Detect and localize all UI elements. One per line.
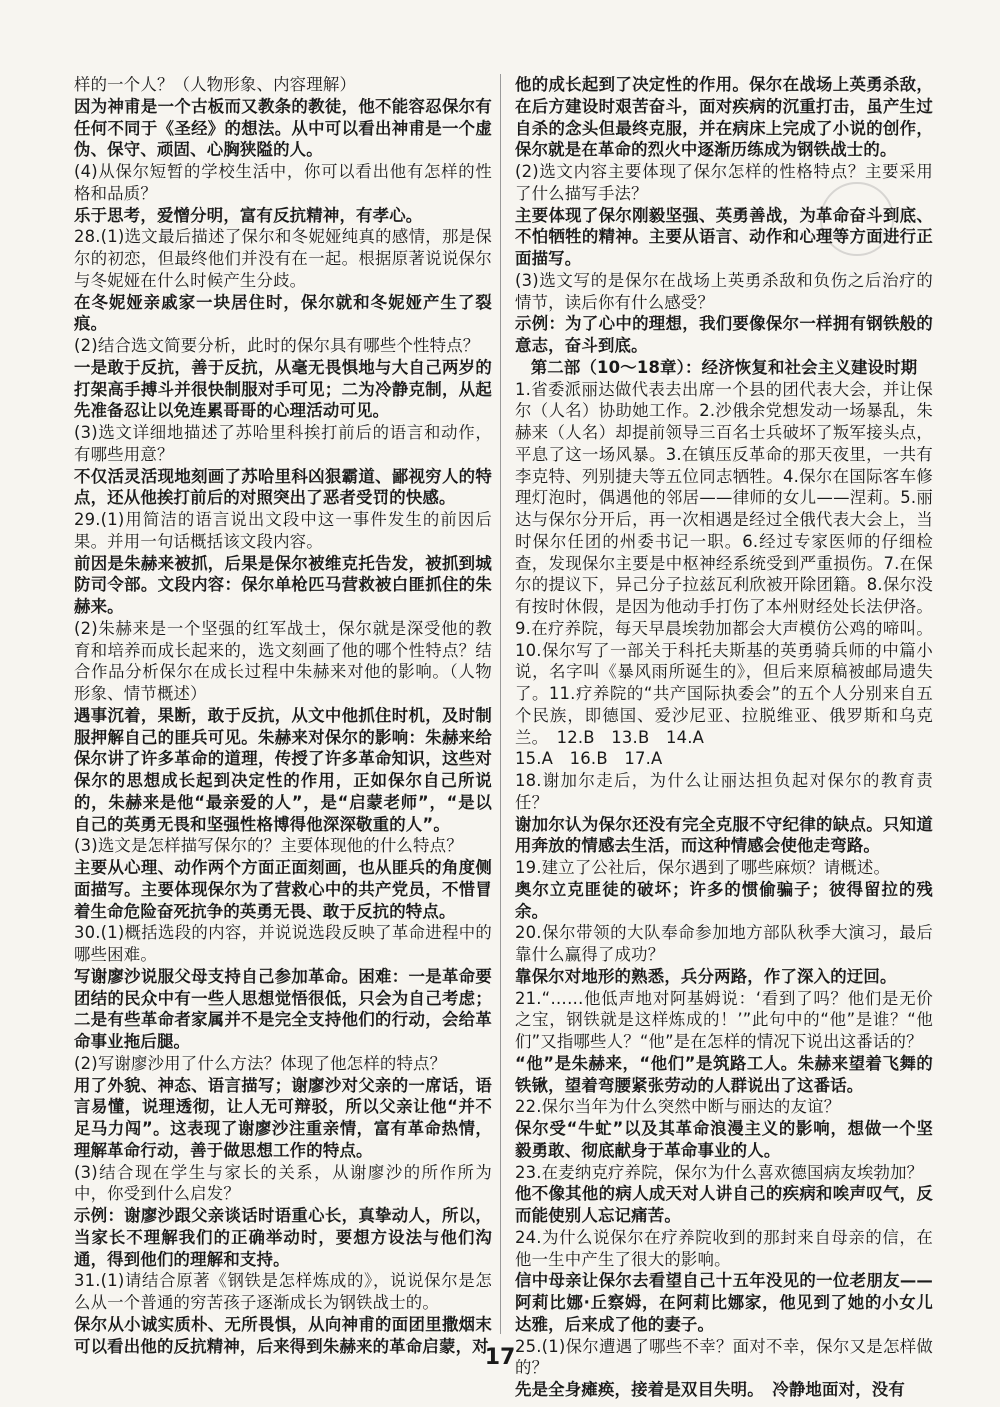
answer-text: 保尔从小诚实质朴、无所畏惧，从向神甫的面团里撒烟末可以看出他的反抗精神，后来得到朱赫来的革命启蒙，对 bbox=[74, 1314, 492, 1356]
question-text: 22.保尔当年为什么突然中断与丽达的友谊？ bbox=[515, 1097, 841, 1117]
answer-text: 保尔受“牛虻”以及其革命浪漫主义的影响，想做一个坚毅勇敢、彻底献身于革命事业的人。 bbox=[515, 1119, 933, 1160]
question-text: (3)选文详细地描述了苏哈里科挨打前后的语言和动作，有哪些用意？ bbox=[74, 423, 492, 464]
question-text: 19.建立了公社后，保尔遇到了哪些麻烦？请概述。 bbox=[515, 858, 891, 877]
question-text: (2)写谢廖沙用了什么方法？体现了他怎样的特点？ bbox=[74, 1053, 447, 1073]
answer-text: 靠保尔对地形的熟悉，兵分两路，作了深入的迂回。 bbox=[515, 966, 897, 986]
answer-text: 奥尔立克匪徒的破坏；许多的惯偷骗子；彼得留拉的残余。 bbox=[515, 879, 933, 921]
question-text: 15.A 16.B 17.A bbox=[515, 749, 663, 769]
question-text: 1.省委派丽达做代表去出席一个县的团代表大会，并让保尔（人名）协助她工作。2.沙俄余党想发动一场暴乱，朱赫来（人名）却提前领导三百名士兵破坏了叛军接头点，平息了这一场风暴。3.在镇压反革命的那天夜里，一共有李克特、列别捷夫等五位同志牺牲。4.保尔在国际客车修理灯泡时，偶遇他的邻居——律师的女儿——涅莉。5.丽达与保尔分开后，再一次相遇是经过全俄代表大会上，当时保尔任团的州委书记一职。6.经过专家医师的仔细检查，发现保尔主要是中枢神经系统受到严重损伤。7.在保尔的提议下，异己分子拉兹瓦利欣被开除团籍。8.保尔没有按时休假，是因为他动手打伤了本州财经处长法伊洛。9.在疗养院，每天早晨埃勃加都会大声模仿公鸡的啼叫。10.保尔写了一部关于科托夫斯基的英勇骑兵师的中篇小说，名字叫《暴风雨所诞生的》，但后来原稿被邮局遗失了。11.疗养院的“共产国际执委会”的五个人分别来自五个民族，即德国、爱沙尼亚、拉脱维亚、俄罗斯和乌克兰。 12.B 13.B 14.A bbox=[515, 379, 933, 747]
answer-text: 先是全身瘫痪，接着是双目失明。 冷静地面对，没有 bbox=[515, 1380, 905, 1399]
question-text: 25.(1)保尔遭遇了哪些不幸？面对不幸，保尔又是怎样做的？ bbox=[515, 1336, 933, 1378]
section-heading: 第二部（10～18章）：经济恢复和社会主义建设时期 bbox=[530, 357, 918, 377]
answer-text: 不仅活灵活现地刻画了苏哈里科凶狠霸道、鄙视穷人的特点，还从他挨打前后的对照突出了恶者受罚的快感。 bbox=[74, 466, 492, 508]
answer-text: 用了外貌、神态、语言描写；谢廖沙对父亲的一席话，语言易懂，说理透彻，让人无可辩驳，所以父亲让他“并不足马力闯”。这表现了谢廖沙注重亲情，富有革命热情，理解革命行动，善于做思想工作的特点。 bbox=[74, 1075, 492, 1160]
answer-text: “他”是朱赫来，“他们”是筑路工人。朱赫来望着飞舞的铁锹，望着弯腰紧张劳动的人群说出了这番话。 bbox=[515, 1053, 933, 1095]
question-text: 23.在麦纳克疗养院，保尔为什么喜欢德国病友埃勃加？ bbox=[515, 1162, 924, 1182]
right-column bbox=[515, 74, 933, 1401]
question-text: (3)结合现在学生与家长的关系，从谢廖沙的所作所为中，你受到什么启发？ bbox=[74, 1162, 492, 1204]
question-text: (2)结合选文简要分析，此时的保尔具有哪些个性特点？ bbox=[74, 336, 480, 355]
answer-text: 前因是朱赫来被抓，后果是保尔被维克托告发，被抓到城防司令部。文段内容：保尔单枪匹马营救被白匪抓住的朱赫来。 bbox=[74, 553, 492, 616]
answer-text: 信中母亲让保尔去看望自己十五年没见的一位老朋友——阿莉比娜·丘察姆，在阿莉比娜家，他见到了她的小女儿达雅，后来成了他的妻子。 bbox=[515, 1271, 933, 1334]
question-text: (2)选文内容主要体现了保尔怎样的性格特点？主要采用了什么描写手法？ bbox=[515, 162, 933, 203]
answer-text: 写谢廖沙说服父母支持自己参加革命。困难：一是革命要团结的民众中有一些人思想觉悟很低，只会为自己考虑；二是有些革命者家属并不是完全支持他们的行动，会给革命事业拖后腿。 bbox=[74, 966, 492, 1051]
question-text: 31.(1)请结合原著《钢铁是怎样炼成的》，说说保尔是怎么从一个普通的穷苦孩子逐渐成长为钢铁战士的。 bbox=[74, 1271, 492, 1312]
column-divider bbox=[500, 74, 501, 1334]
answer-text: 乐于思考，爱憎分明，富有反抗精神，有孝心。 bbox=[74, 205, 423, 225]
answer-text: 谢加尔认为保尔还没有完全克服不守纪律的缺点。只知道用奔放的情感去生活，而这种情感会使他走弯路。 bbox=[515, 814, 933, 856]
question-text: 样的一个人？（人物形象、内容理解） bbox=[74, 75, 357, 94]
answer-text: 因为神甫是一个古板而又教条的教徒，他不能容忍保尔有任何不同于《圣经》的想法。从中可以看出神甫是一个虚伪、保守、顽固、心胸狭隘的人。 bbox=[74, 96, 492, 160]
answer-text: 一是敢于反抗，善于反抗，从毫无畏惧地与大自己两岁的打架高手搏斗并很快制服对手可见；二为冷静克制，从起先准备忍让以免连累哥哥的心理活动可见。 bbox=[74, 357, 492, 421]
left-column bbox=[74, 74, 492, 1357]
question-text: 28.(1)选文最后描述了保尔和冬妮娅纯真的感情，那是保尔的初恋，但最终他们并没有在一起。根据原著说说保尔与冬妮娅在什么时候产生分歧。 bbox=[74, 227, 492, 290]
answer-text: 他的成长起到了决定性的作用。保尔在战场上英勇杀敌，在后方建设时艰苦奋斗，面对疾病的沉重打击，虽产生过自杀的念头但最终克服，并在病床上完成了小说的创作，保尔就是在革命的烈火中逐渐历练成为钢铁战士的。 bbox=[515, 75, 933, 160]
question-text: 18.谢加尔走后，为什么让丽达担负起对保尔的教育责任？ bbox=[515, 771, 933, 812]
answer-text: 他不像其他的病人成天对人讲自己的疾病和唉声叹气，反而能使别人忘记痛苦。 bbox=[515, 1184, 933, 1225]
question-text: 21.“……他低声地对阿基姆说：‘看到了吗？他们是无价之宝，钢铁就是这样炼成的！’”此句中的“他”是谁？“他们”又指哪些人？“他”是在怎样的情况下说出这番话的？ bbox=[515, 988, 933, 1051]
question-text: (2)朱赫来是一个坚强的红军战士，保尔就是深受他的教育和培养而成长起来的，选文刻画了他的哪个性特点？结合作品分析保尔在成长过程中朱赫来对他的影响。（人物形象、情节概述） bbox=[74, 618, 492, 703]
question-text: 29.(1)用简洁的语言说出文段中这一事件发生的前因后果。并用一句话概括该文段内容。 bbox=[74, 510, 492, 551]
answer-text: 主要体现了保尔刚毅坚强、英勇善战，为革命奋斗到底、不怕牺牲的精神。主要从语言、动作和心理等方面进行正面描写。 bbox=[515, 205, 933, 268]
answer-text: 在冬妮娅亲戚家一块居住时，保尔就和冬妮娅产生了裂痕。 bbox=[74, 292, 492, 334]
answer-text: 遇事沉着，果断，敢于反抗，从文中他抓住时机，及时制服押解自己的匪兵可见。朱赫来对保尔的影响：朱赫来给保尔讲了许多革命的道理，传授了许多革命知识，这些对保尔的思想成长起到决定性的作用，正如保尔自己所说的，朱赫来是他“最亲爱的人”，是“启蒙老师”，“是以自己的英勇无畏和坚强性格博得他深深敬重的人”。 bbox=[74, 705, 492, 834]
question-text: (3)选文是怎样描写保尔的？主要体现他的什么特点？ bbox=[74, 836, 463, 856]
question-text: 24.为什么说保尔在疗养院收到的那封来自母亲的信，在他一生中产生了很大的影响。 bbox=[515, 1227, 933, 1269]
answer-text: 主要从心理、动作两个方面正面刻画，也从匪兵的角度侧面描写。主要体现保尔为了营救心中的共产党员，不惜冒着生命危险奋死抗争的英勇无畏、敢于反抗的特点。 bbox=[74, 858, 492, 921]
page-number: 17 bbox=[484, 1345, 516, 1370]
answer-text: 示例：为了心中的理想，我们要像保尔一样拥有钢铁般的意志，奋斗到底。 bbox=[515, 314, 933, 355]
question-text: (3)选文写的是保尔在战场上英勇杀敌和负伤之后治疗的情节，读后你有什么感受？ bbox=[515, 270, 933, 312]
question-text: (4)从保尔短暂的学校生活中，你可以看出他有怎样的性格和品质？ bbox=[74, 162, 492, 203]
question-text: 30.(1)概括选段的内容，并说说选段反映了革命进程中的哪些困难。 bbox=[74, 923, 492, 964]
answer-text: 示例：谢廖沙跟父亲谈话时语重心长，真挚动人，所以，当家长不理解我们的正确举动时，要想方设法与他们沟通，得到他们的理解和支持。 bbox=[74, 1206, 492, 1269]
question-text: 20.保尔带领的大队奉命参加地方部队秋季大演习，最后靠什么赢得了成功？ bbox=[515, 923, 933, 964]
